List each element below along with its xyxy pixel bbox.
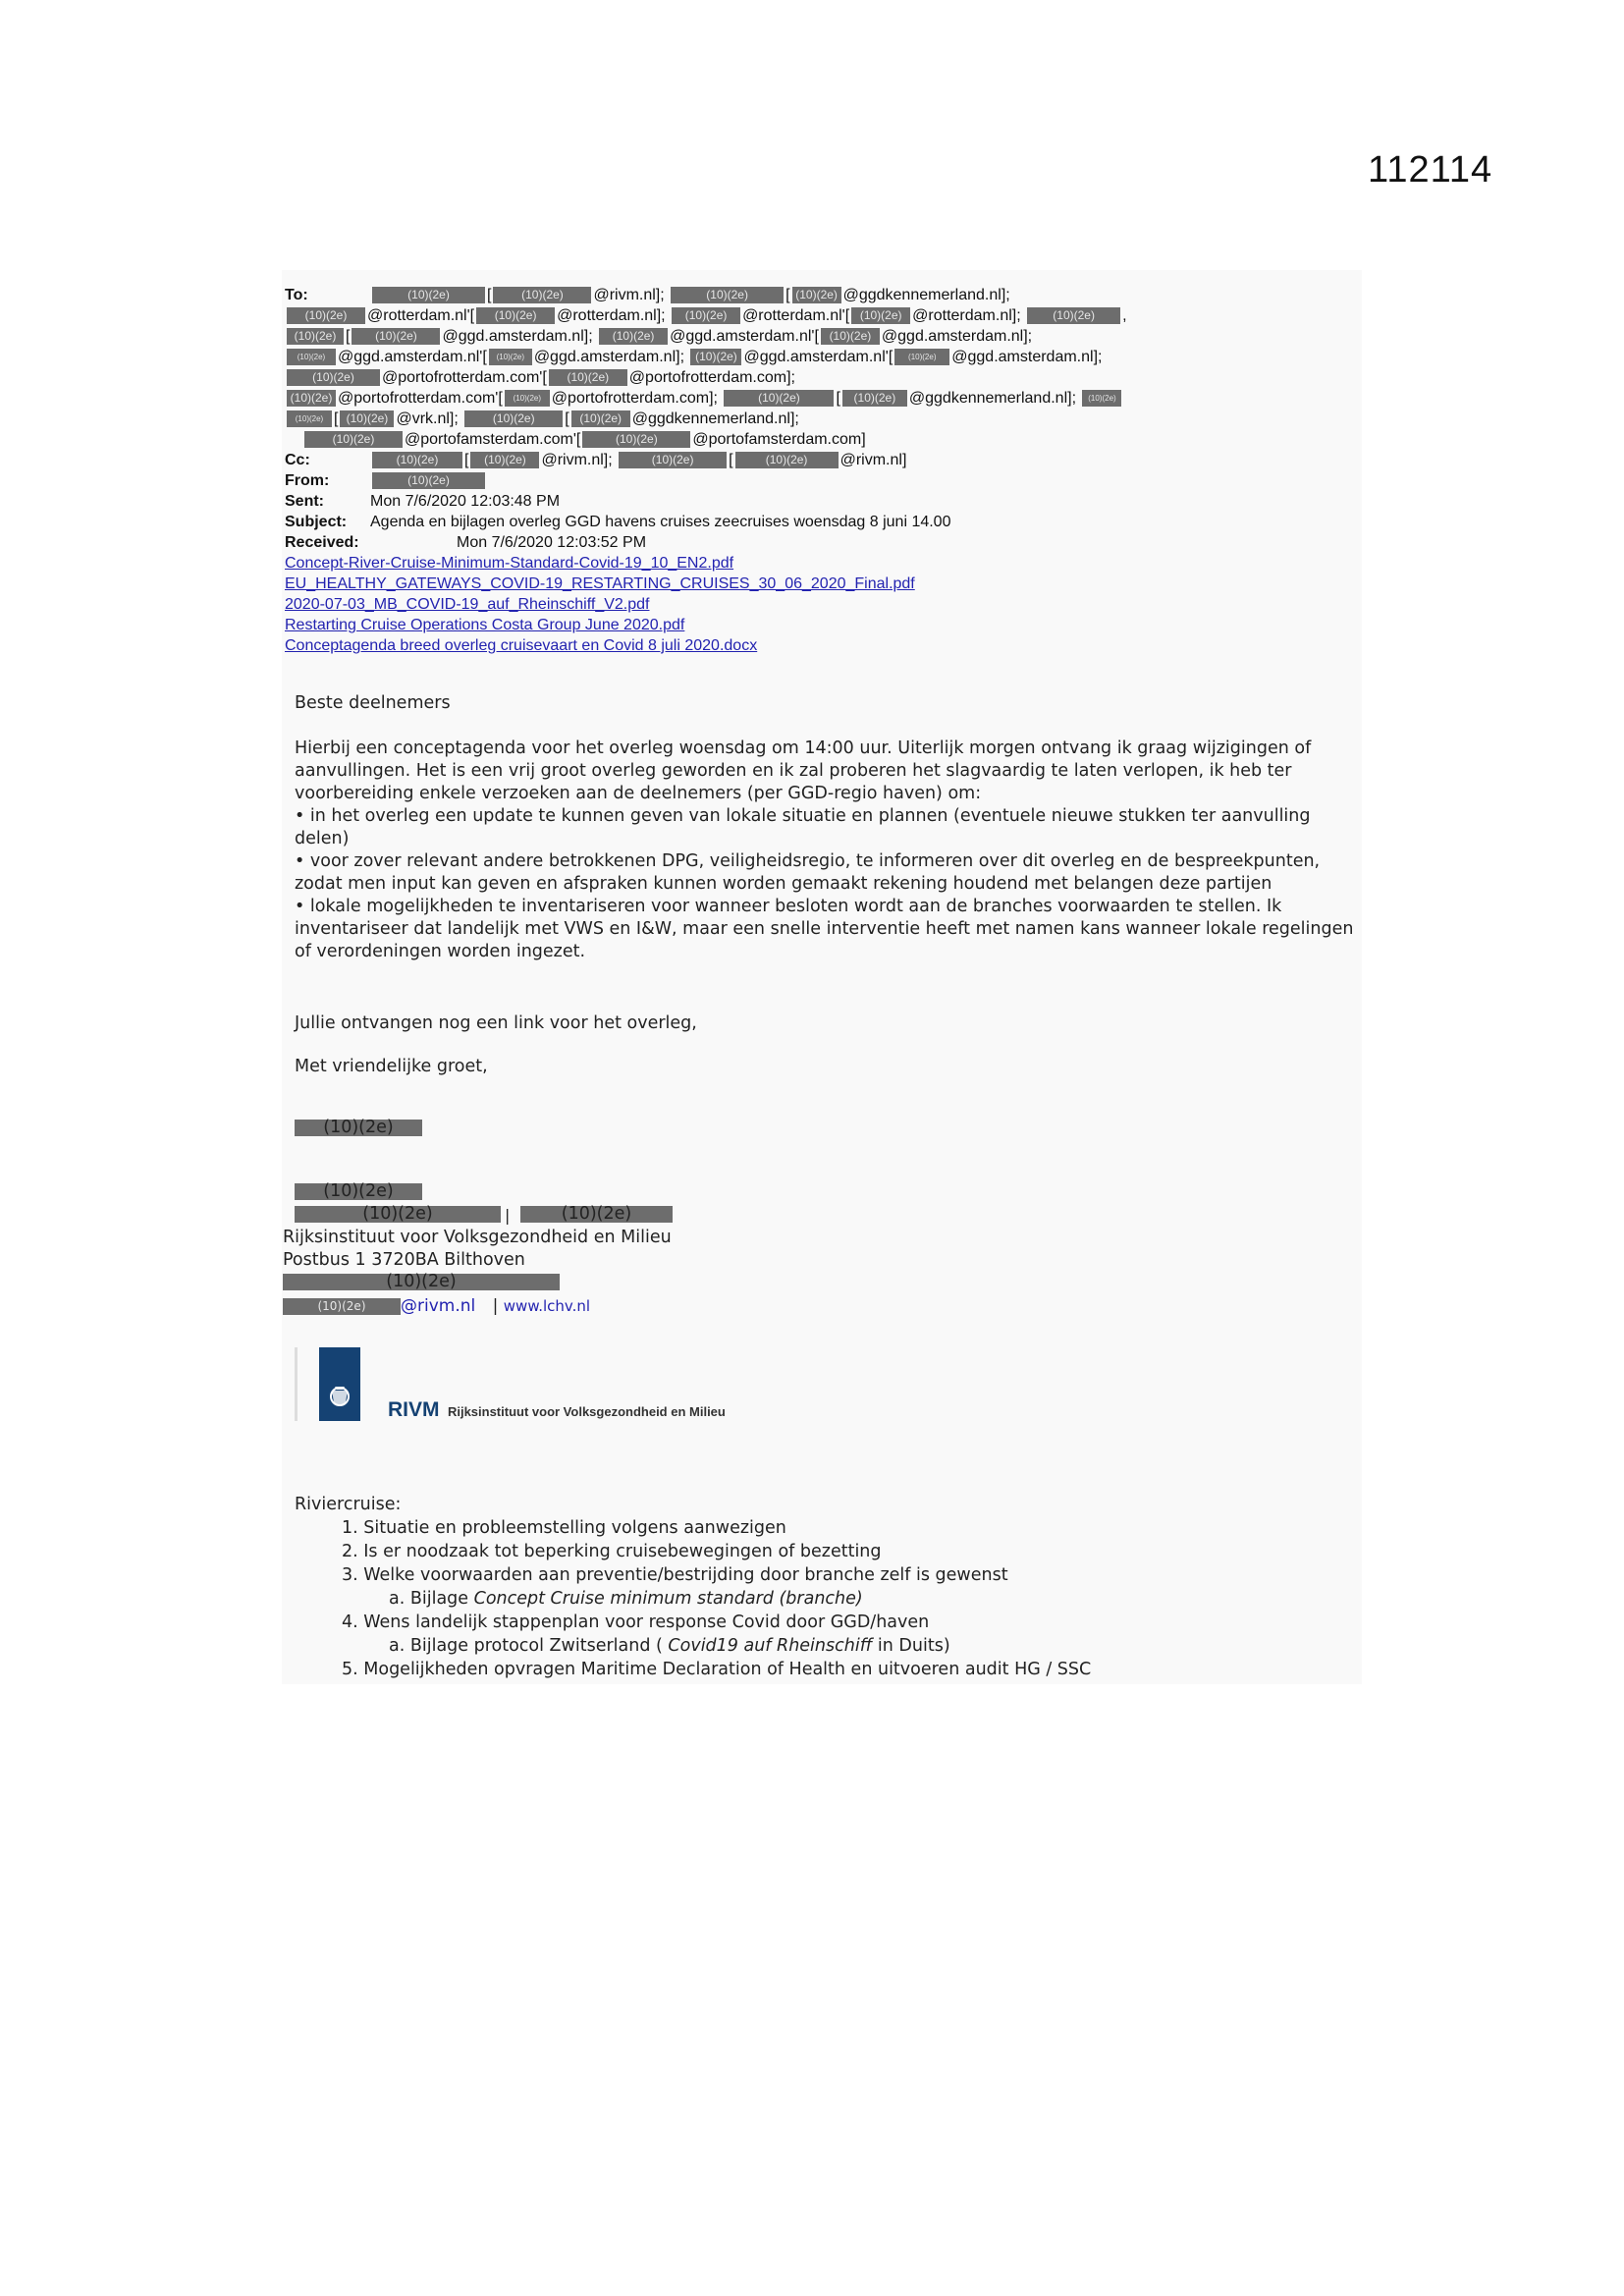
redaction: (10)(2e) [476,307,555,324]
subitem-prefix: a. Bijlage protocol Zwitserland ( [389,1636,669,1656]
to-line-1: To: (10)(2e) [ (10)(2e) @rivm.nl]; (10)(2e) [ (10)(2e) @ggdkennemerland.nl]; [285,287,1010,303]
redaction: (10)(2e) [599,328,668,345]
to-line-7: (10)(2e) [ (10)(2e) @vrk.nl]; (10)(2e) [ (10)(2e) @ggdkennemerland.nl]; [285,409,1267,429]
signature-email-redaction: (10)(2e) [283,1298,401,1315]
signature-dept-redaction: (10)(2e) [295,1206,501,1223]
redaction: (10)(2e) [690,349,741,365]
received-value: Mon 7/6/2020 12:03:52 PM [457,534,647,551]
subitem-italic: Concept Cruise minimum standard (branche) [473,1589,863,1609]
signature-unit-redaction: (10)(2e) [520,1206,673,1223]
document-number: 112114 [1368,149,1493,191]
sent-line [285,491,1267,512]
redaction: (10)(2e) [287,369,380,386]
attachment-link[interactable]: EU_HEALTHY_GATEWAYS_COVID-19_RESTARTING_CRUISES_30_06_2020_Final.pdf [285,575,915,592]
agenda [295,1493,1091,1681]
signature-title-redaction: (10)(2e) [295,1183,422,1200]
redaction: (10)(2e) [372,287,485,303]
signature-org: Rijksinstituut voor Volksgezondheid en Milieu [283,1228,672,1247]
bullet-item: • voor zover relevant andere betrokkenen DPG, veiligheidsregio, te informeren over dit overleg en de bespreekpunten, zodat men input kan geven en afspraken kunnen worden gemaakt rekening houdend met belangen deze partijen [295,851,1321,894]
crest-icon [319,1347,360,1421]
subject-line [285,512,1267,532]
greeting: Beste deelnemers [295,693,451,713]
contact-separator: | [492,1296,499,1316]
to-line-4: (10)(2e) @ggd.amsterdam.nl'[ (10)(2e) @ggd.amsterdam.nl]; (10)(2e) @ggd.amsterdam.nl'[ (10)(2e) @ggd.amsterdam.nl]; [285,347,1267,367]
agenda-item: 3. Welke voorwaarden aan preventie/bestrijding door branche zelf is gewenst [342,1565,1008,1585]
received-line [285,532,1267,553]
link-note: Jullie ontvangen nog een link voor het overleg, [295,1013,697,1033]
subitem-suffix: in Duits) [872,1636,950,1656]
signature-email-link[interactable]: @rivm.nl [401,1296,476,1316]
redaction: (10)(2e) [304,431,403,448]
signature-address: Postbus 1 3720BA Bilthoven [283,1250,525,1270]
website-link[interactable]: www.lchv.nl [503,1297,591,1315]
redaction: (10)(2e) [842,390,907,407]
redaction: (10)(2e) [287,328,344,345]
subject-label: Subject: [285,514,348,530]
attachment-link[interactable]: Conceptagenda breed overleg cruisevaart en Covid 8 juli 2020.docx [285,637,758,654]
redaction: (10)(2e) [372,472,485,489]
redaction: (10)(2e) [894,349,949,365]
redaction: (10)(2e) [505,390,550,407]
signature-name-redaction: (10)(2e) [295,1120,422,1136]
agenda-subitem [295,1634,1091,1658]
sent-label: Sent: [285,493,324,510]
signature-separator: | [505,1206,511,1225]
agenda-item: 5. Mogelijkheden opvragen Maritime Declaration of Health en uitvoeren audit HG / SSC [342,1660,1092,1679]
redaction: (10)(2e) [1027,307,1120,324]
to-line-6: (10)(2e) @portofrotterdam.com'[ (10)(2e) @portofrotterdam.com]; (10)(2e) [ (10)(2e) @ggdkennemerland.nl]; (10)(2e) [285,388,1267,409]
redaction: (10)(2e) [851,307,910,324]
redaction: (10)(2e) [287,349,336,365]
redaction: (10)(2e) [619,452,727,468]
redaction: (10)(2e) [287,390,336,407]
redaction: (10)(2e) [489,349,532,365]
redaction: (10)(2e) [287,307,365,324]
agenda-heading: Riviercruise: [295,1495,402,1514]
bullet-item: • in het overleg een update te kunnen geven van lokale situatie en plannen (eventuele nieuwe stukken ter aanvulling delen) [295,806,1311,848]
redaction: (10)(2e) [372,452,462,468]
to-line-8: (10)(2e) @portofamsterdam.com'[ (10)(2e) @portofamsterdam.com] [285,429,1267,450]
redaction: (10)(2e) [792,287,841,303]
redaction: (10)(2e) [582,431,690,448]
redaction: (10)(2e) [470,452,539,468]
received-label: Received: [285,534,359,551]
redaction: (10)(2e) [671,287,784,303]
to-label: To: [285,287,308,303]
redaction: (10)(2e) [287,410,332,427]
bullet-item: • lokale mogelijkheden te inventariseren voor wanneer besloten wordt aan de branches voorwaarden te stellen. Ik inventariseer dat landelijk met VWS en I&W, maar een snelle interventie heeft met namen kans wanneer lokale regelingen of verordeningen worden ingezet. [295,897,1354,961]
subject-value: Agenda en bijlagen overleg GGD havens cruises zeecruises woensdag 8 juni 14.00 [370,514,951,530]
redaction: (10)(2e) [735,452,839,468]
from-line [285,470,1267,491]
redaction: (10)(2e) [1082,390,1121,407]
redaction: (10)(2e) [672,307,740,324]
logo-text [388,1398,726,1422]
redaction: (10)(2e) [464,410,563,427]
redaction: (10)(2e) [352,328,440,345]
cc-line: Cc: (10)(2e) [ (10)(2e) @rivm.nl]; (10)(2e) [ (10)(2e) @rivm.nl] [285,452,907,468]
signature-contact-line [283,1296,590,1316]
closing: Met vriendelijke groet, [295,1057,488,1076]
redaction: (10)(2e) [493,287,591,303]
cc-label: Cc: [285,452,310,468]
agenda-item: 1. Situatie en probleemstelling volgens aanwezigen [342,1518,786,1538]
redaction: (10)(2e) [571,410,630,427]
subitem-prefix: a. Bijlage [389,1589,474,1609]
email-body [295,692,1355,1078]
logo-emblem [319,1347,360,1421]
sent-value: Mon 7/6/2020 12:03:48 PM [370,493,561,510]
to-line-2: (10)(2e) @rotterdam.nl'[ (10)(2e) @rotterdam.nl]; (10)(2e) @rotterdam.nl'[ (10)(2e) @rotterdam.nl]; (10)(2e) , [285,305,1267,326]
attachment-link[interactable]: Concept-River-Cruise-Minimum-Standard-Covid-19_10_EN2.pdf [285,555,734,572]
agenda-subitem [295,1587,1091,1611]
attachment-link[interactable]: 2020-07-03_MB_COVID-19_auf_Rheinschiff_V2.pdf [285,596,650,613]
redaction: (10)(2e) [549,369,627,386]
email-header [285,285,1267,656]
agenda-item: 4. Wens landelijk stappenplan voor response Covid door GGD/haven [342,1613,930,1632]
redaction: (10)(2e) [340,410,394,427]
subitem-italic: Covid19 auf Rheinschiff [668,1636,873,1656]
signature-phone-redaction: (10)(2e) [283,1274,560,1290]
from-label: From: [285,472,330,489]
logo-abbr: RIVM [388,1398,440,1421]
redaction: (10)(2e) [821,328,880,345]
attachment-list [285,553,1267,656]
attachment-link[interactable]: Restarting Cruise Operations Costa Group June 2020.pdf [285,617,685,633]
to-line-3: (10)(2e) [ (10)(2e) @ggd.amsterdam.nl]; (10)(2e) @ggd.amsterdam.nl'[ (10)(2e) @ggd.amsterdam.nl]; [285,326,1267,347]
logo-divider [295,1347,298,1421]
agenda-item: 2. Is er noodzaak tot beperking cruisebewegingen of bezetting [342,1542,882,1561]
to-line-5: (10)(2e) @portofrotterdam.com'[ (10)(2e) @portofrotterdam.com]; [285,367,1267,388]
intro-paragraph: Hierbij een conceptagenda voor het overleg woensdag om 14:00 uur. Uiterlijk morgen ontvang ik graag wijzigingen of aanvullingen. Het is een vrij groot overleg geworden en ik zal proberen het slagvaardig te laten verlopen, ik heb ter voorbereiding enkele verzoeken aan de deelnemers (per GGD-regio haven) om: [295,738,1312,803]
redaction: (10)(2e) [724,390,834,407]
logo-name: Rijksinstituut voor Volksgezondheid en Milieu [447,1404,726,1419]
